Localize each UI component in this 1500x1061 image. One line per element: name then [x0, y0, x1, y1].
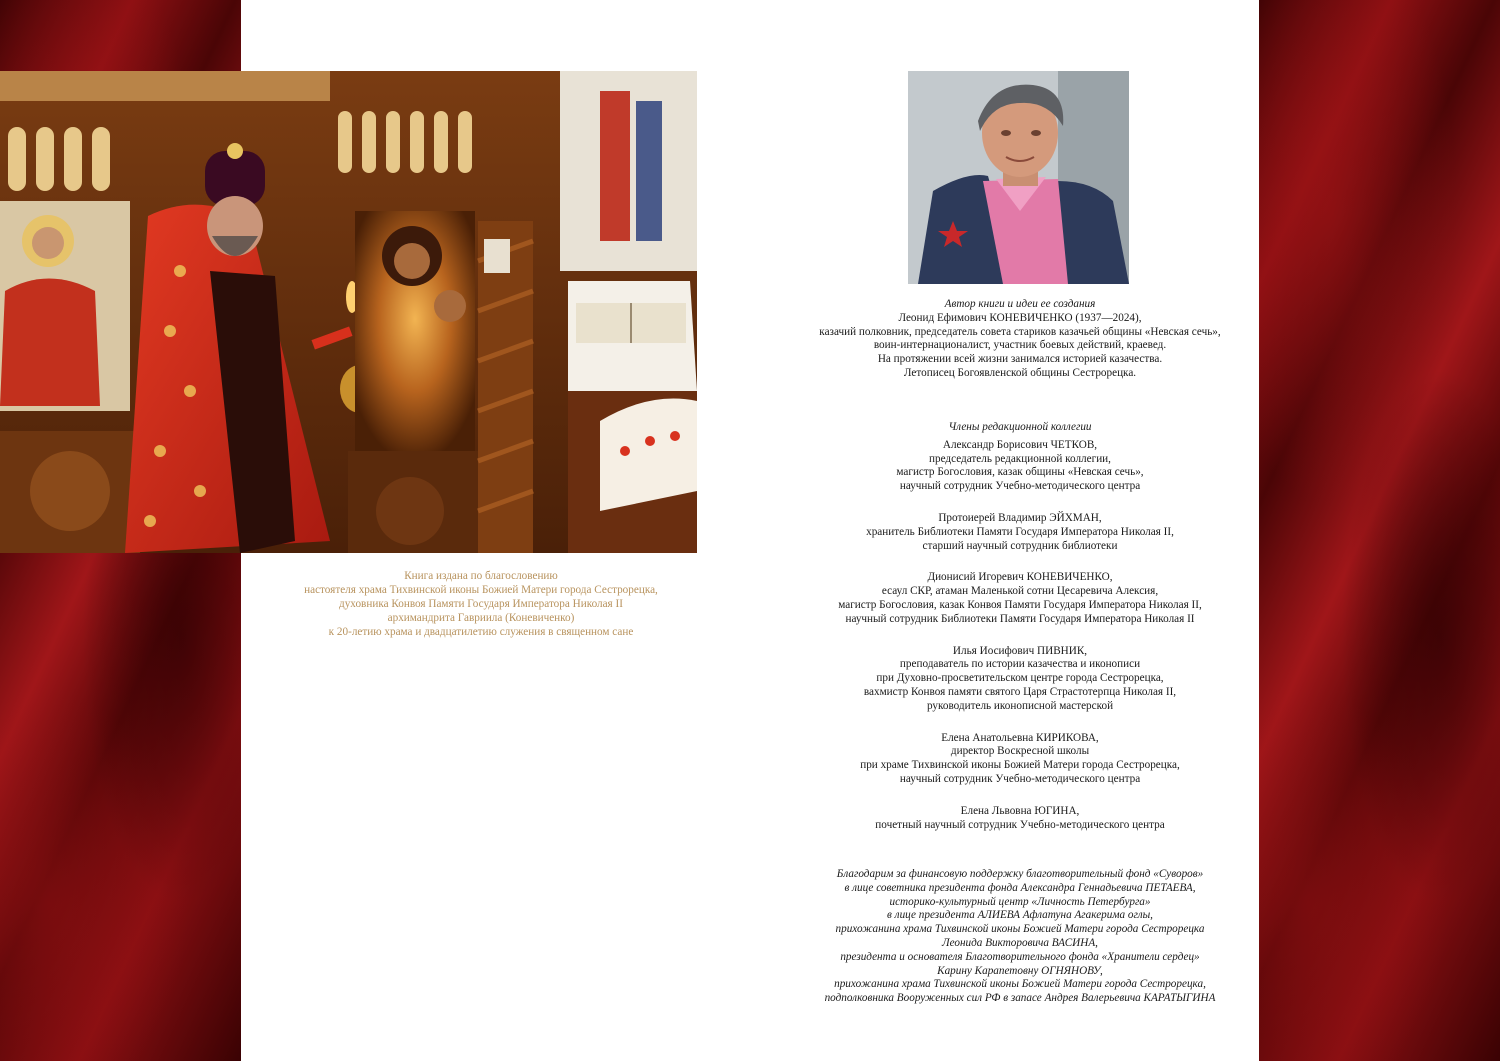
member-line: есаул СКР, атаман Маленькой сотни Цесаревича Алексия,: [881, 585, 1159, 598]
thanks-line: в лице президента АЛИЕВА Афлатуна Агакерима оглы,: [887, 909, 1153, 922]
author-line: воин-интернационалист, участник боевых действий, краевед.: [873, 339, 1167, 352]
caption-line: к 20-летию храма и двадцатилетию служения в священном сане: [328, 626, 634, 638]
photo-caption: [241, 569, 721, 639]
member-line: при храме Тихвинской иконы Божией Матери города Сестрорецка,: [860, 759, 1180, 772]
member-line: Илья Иосифович ПИВНИК,: [952, 644, 1088, 657]
thanks-line: в лице советника президента фонда Александра Геннадьевича ПЕТАЕВА,: [844, 881, 1196, 894]
member-line: руководитель иконописной мастерской: [926, 699, 1114, 712]
board-member: [780, 439, 1260, 494]
member-line: Дионисий Игоревич КОНЕВИЧЕНКО,: [927, 571, 1113, 584]
author-portrait-photo: [908, 71, 1129, 284]
caption-line: Книга издана по благословению: [404, 570, 558, 582]
member-line: старший научный сотрудник библиотеки: [922, 539, 1118, 552]
member-line: научный сотрудник Учебно-методического центра: [899, 772, 1141, 785]
member-line: Елена Львовна ЮГИНА,: [960, 804, 1080, 817]
thanks-line: Леонида Викторовича ВАСИНА,: [942, 936, 1098, 949]
member-line: хранитель Библиотеки Памяти Государя Императора Николая II,: [866, 525, 1174, 538]
board-member: [780, 512, 1260, 553]
caption-line: духовника Конвоя Памяти Государя Императора Николая II: [339, 598, 623, 610]
member-line: директор Воскресной школы: [950, 745, 1090, 758]
member-line: магистр Богословия, казак Конвоя Памяти Государя Императора Николая II,: [838, 598, 1202, 611]
member-line: магистр Богословия, казак общины «Невская сечь»,: [896, 466, 1144, 479]
caption-line: настоятеля храма Тихвинской иконы Божией Матери города Сестрорецка,: [304, 584, 658, 596]
member-line: Александр Борисович ЧЕТКОВ,: [942, 438, 1098, 451]
thanks-line: прихожанина храма Тихвинской иконы Божией Матери города Сестрорецка: [835, 923, 1205, 936]
member-line: Протоиерей Владимир ЭЙХМАН,: [938, 511, 1102, 524]
member-line: научный сотрудник Библиотеки Памяти Государя Императора Николая II: [845, 612, 1195, 625]
author-heading: Автор книги и идеи ее создания: [944, 298, 1096, 310]
author-line: Леонид Ефимович КОНЕВИЧЕНКО (1937—2024),: [898, 311, 1142, 324]
author-line: казачий полковник, председатель совета стариков казачьей общины «Невская сечь»,: [819, 325, 1221, 338]
member-line: научный сотрудник Учебно-методического центра: [899, 480, 1141, 493]
member-line: почетный научный сотрудник Учебно-методического центра: [875, 818, 1165, 831]
church-interior-photo: [0, 71, 697, 553]
editorial-board: [780, 421, 1260, 850]
member-line: вахмистр Конвоя памяти святого Царя Страстотерпца Николая II,: [863, 685, 1177, 698]
thanks-line: Карину Карапетовну ОГНЯНОВУ,: [937, 964, 1103, 977]
caption-line: архимандрита Гавриила (Коневиченко): [387, 612, 575, 624]
member-line: председатель редакционной коллегии,: [929, 452, 1111, 465]
thanks-line: президента и основателя Благотворительного фонда «Хранители сердец»: [840, 950, 1200, 963]
member-line: преподаватель по истории казачества и иконописи: [899, 658, 1141, 671]
board-member: [780, 732, 1260, 787]
thanks-line: историко-культурный центр «Личность Петербурга»: [889, 895, 1151, 908]
author-block: [780, 298, 1260, 381]
board-heading: Члены редакционной коллегии: [948, 421, 1092, 433]
velvet-background-right: [1259, 0, 1500, 1061]
thanks-line: прихожанина храма Тихвинской иконы Божией Матери города Сестрорецка,: [834, 978, 1206, 991]
board-member: [780, 571, 1260, 626]
thanks-line: Благодарим за финансовую поддержку благотворительный фонд «Суворов»: [836, 868, 1204, 880]
acknowledgements: [780, 868, 1260, 1006]
member-line: при Духовно-просветительском центре города Сестрорецка,: [876, 672, 1164, 685]
member-line: Елена Анатольевна КИРИКОВА,: [941, 731, 1099, 744]
author-line: На протяжении всей жизни занимался историей казачества.: [877, 353, 1163, 366]
author-line: Летописец Богоявленской общины Сестрорецка.: [903, 366, 1137, 379]
board-member: [780, 645, 1260, 714]
thanks-line: подполковника Вооруженных сил РФ в запасе Андрея Валерьевича КАРАТЫГИНА: [824, 992, 1216, 1005]
board-member: [780, 805, 1260, 833]
